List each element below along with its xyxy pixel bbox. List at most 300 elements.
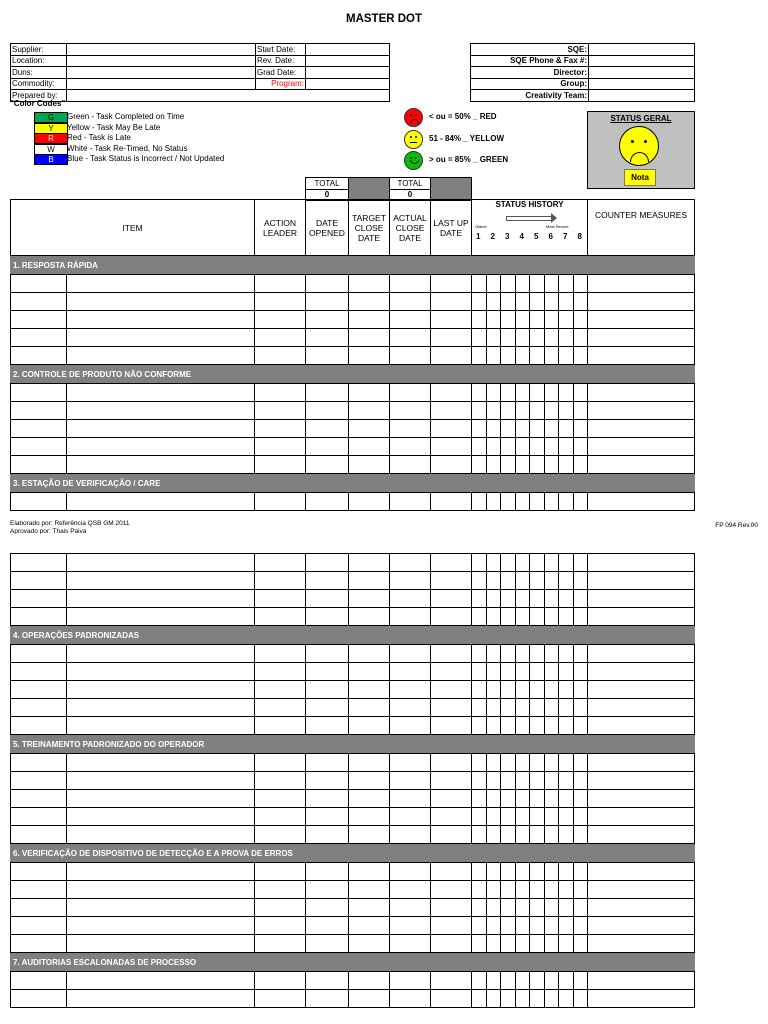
- table-cell[interactable]: [559, 293, 574, 311]
- table-cell[interactable]: [390, 493, 431, 511]
- table-cell[interactable]: [255, 329, 306, 347]
- table-cell[interactable]: [11, 347, 67, 365]
- table-cell[interactable]: [11, 645, 67, 663]
- table-cell[interactable]: [545, 347, 559, 365]
- table-cell[interactable]: [588, 456, 695, 474]
- table-cell[interactable]: [67, 329, 255, 347]
- header-field[interactable]: [67, 90, 390, 102]
- table-cell[interactable]: [516, 438, 530, 456]
- table-cell[interactable]: [472, 772, 487, 790]
- table-cell[interactable]: [530, 402, 545, 420]
- table-cell[interactable]: [487, 863, 501, 881]
- table-cell[interactable]: [67, 384, 255, 402]
- header-field[interactable]: [306, 67, 390, 79]
- table-cell[interactable]: [431, 438, 472, 456]
- table-cell[interactable]: [545, 899, 559, 917]
- table-cell[interactable]: [588, 717, 695, 735]
- table-cell[interactable]: [11, 935, 67, 953]
- table-cell[interactable]: [588, 293, 695, 311]
- table-cell[interactable]: [487, 347, 501, 365]
- table-cell[interactable]: [255, 863, 306, 881]
- table-cell[interactable]: [390, 554, 431, 572]
- table-cell[interactable]: [530, 990, 545, 1008]
- table-cell[interactable]: [545, 608, 559, 626]
- table-cell[interactable]: [472, 990, 487, 1008]
- table-cell[interactable]: [349, 699, 390, 717]
- table-cell[interactable]: [574, 881, 588, 899]
- table-cell[interactable]: [390, 826, 431, 844]
- table-cell[interactable]: [545, 754, 559, 772]
- table-cell[interactable]: [67, 754, 255, 772]
- table-cell[interactable]: [545, 935, 559, 953]
- table-cell[interactable]: [501, 554, 516, 572]
- table-cell[interactable]: [574, 972, 588, 990]
- table-cell[interactable]: [349, 808, 390, 826]
- table-cell[interactable]: [306, 899, 349, 917]
- table-cell[interactable]: [588, 899, 695, 917]
- table-cell[interactable]: [390, 717, 431, 735]
- table-cell[interactable]: [559, 772, 574, 790]
- table-cell[interactable]: [390, 990, 431, 1008]
- table-cell[interactable]: [67, 972, 255, 990]
- table-cell[interactable]: [487, 572, 501, 590]
- table-cell[interactable]: [349, 899, 390, 917]
- table-cell[interactable]: [255, 808, 306, 826]
- table-cell[interactable]: [472, 681, 487, 699]
- table-cell[interactable]: [306, 754, 349, 772]
- table-cell[interactable]: [501, 663, 516, 681]
- table-cell[interactable]: [255, 402, 306, 420]
- table-cell[interactable]: [472, 347, 487, 365]
- table-cell[interactable]: [574, 347, 588, 365]
- table-cell[interactable]: [67, 438, 255, 456]
- table-cell[interactable]: [530, 935, 545, 953]
- table-cell[interactable]: [390, 420, 431, 438]
- table-cell[interactable]: [306, 329, 349, 347]
- table-cell[interactable]: [472, 554, 487, 572]
- table-cell[interactable]: [431, 972, 472, 990]
- table-cell[interactable]: [516, 699, 530, 717]
- table-cell[interactable]: [11, 554, 67, 572]
- table-cell[interactable]: [530, 917, 545, 935]
- table-cell[interactable]: [545, 645, 559, 663]
- table-cell[interactable]: [472, 572, 487, 590]
- table-cell[interactable]: [530, 899, 545, 917]
- table-cell[interactable]: [390, 456, 431, 474]
- table-cell[interactable]: [431, 881, 472, 899]
- table-cell[interactable]: [255, 772, 306, 790]
- table-cell[interactable]: [574, 402, 588, 420]
- table-cell[interactable]: [431, 293, 472, 311]
- table-cell[interactable]: [588, 493, 695, 511]
- table-cell[interactable]: [255, 311, 306, 329]
- table-cell[interactable]: [390, 608, 431, 626]
- table-cell[interactable]: [431, 808, 472, 826]
- table-cell[interactable]: [487, 990, 501, 1008]
- table-cell[interactable]: [545, 493, 559, 511]
- table-cell[interactable]: [390, 384, 431, 402]
- table-cell[interactable]: [306, 972, 349, 990]
- table-cell[interactable]: [516, 347, 530, 365]
- table-cell[interactable]: [530, 754, 545, 772]
- table-cell[interactable]: [255, 899, 306, 917]
- table-cell[interactable]: [559, 493, 574, 511]
- table-cell[interactable]: [530, 608, 545, 626]
- table-cell[interactable]: [588, 972, 695, 990]
- table-cell[interactable]: [574, 645, 588, 663]
- table-cell[interactable]: [588, 990, 695, 1008]
- table-cell[interactable]: [306, 590, 349, 608]
- table-cell[interactable]: [390, 347, 431, 365]
- table-cell[interactable]: [574, 275, 588, 293]
- table-cell[interactable]: [472, 438, 487, 456]
- table-cell[interactable]: [588, 808, 695, 826]
- table-cell[interactable]: [472, 972, 487, 990]
- table-cell[interactable]: [349, 972, 390, 990]
- table-cell[interactable]: [255, 645, 306, 663]
- table-cell[interactable]: [501, 420, 516, 438]
- table-cell[interactable]: [530, 384, 545, 402]
- table-cell[interactable]: [390, 275, 431, 293]
- table-cell[interactable]: [588, 663, 695, 681]
- table-cell[interactable]: [11, 990, 67, 1008]
- table-cell[interactable]: [11, 275, 67, 293]
- table-cell[interactable]: [11, 572, 67, 590]
- table-cell[interactable]: [472, 311, 487, 329]
- table-cell[interactable]: [501, 899, 516, 917]
- table-cell[interactable]: [390, 311, 431, 329]
- table-cell[interactable]: [574, 863, 588, 881]
- table-cell[interactable]: [501, 275, 516, 293]
- table-cell[interactable]: [67, 772, 255, 790]
- table-cell[interactable]: [559, 456, 574, 474]
- table-cell[interactable]: [574, 826, 588, 844]
- table-cell[interactable]: [306, 572, 349, 590]
- table-cell[interactable]: [559, 972, 574, 990]
- table-cell[interactable]: [349, 275, 390, 293]
- table-cell[interactable]: [588, 347, 695, 365]
- table-cell[interactable]: [67, 608, 255, 626]
- table-cell[interactable]: [11, 717, 67, 735]
- table-cell[interactable]: [349, 384, 390, 402]
- table-cell[interactable]: [306, 275, 349, 293]
- table-cell[interactable]: [545, 772, 559, 790]
- table-cell[interactable]: [516, 935, 530, 953]
- table-cell[interactable]: [530, 863, 545, 881]
- table-cell[interactable]: [516, 293, 530, 311]
- table-cell[interactable]: [545, 972, 559, 990]
- table-cell[interactable]: [255, 293, 306, 311]
- table-cell[interactable]: [501, 790, 516, 808]
- table-cell[interactable]: [349, 554, 390, 572]
- table-cell[interactable]: [349, 681, 390, 699]
- table-cell[interactable]: [67, 293, 255, 311]
- table-cell[interactable]: [349, 935, 390, 953]
- table-cell[interactable]: [472, 754, 487, 772]
- table-cell[interactable]: [530, 275, 545, 293]
- table-cell[interactable]: [501, 438, 516, 456]
- table-cell[interactable]: [472, 608, 487, 626]
- table-cell[interactable]: [530, 329, 545, 347]
- table-cell[interactable]: [306, 293, 349, 311]
- table-cell[interactable]: [559, 608, 574, 626]
- table-cell[interactable]: [574, 311, 588, 329]
- table-cell[interactable]: [390, 972, 431, 990]
- table-cell[interactable]: [67, 402, 255, 420]
- table-cell[interactable]: [501, 572, 516, 590]
- table-cell[interactable]: [559, 384, 574, 402]
- table-cell[interactable]: [487, 972, 501, 990]
- table-cell[interactable]: [255, 554, 306, 572]
- table-cell[interactable]: [255, 438, 306, 456]
- table-cell[interactable]: [431, 329, 472, 347]
- table-cell[interactable]: [67, 493, 255, 511]
- table-cell[interactable]: [255, 275, 306, 293]
- table-cell[interactable]: [545, 881, 559, 899]
- table-cell[interactable]: [501, 772, 516, 790]
- table-cell[interactable]: [530, 311, 545, 329]
- table-cell[interactable]: [67, 790, 255, 808]
- table-cell[interactable]: [255, 990, 306, 1008]
- table-cell[interactable]: [487, 311, 501, 329]
- table-cell[interactable]: [349, 717, 390, 735]
- table-cell[interactable]: [574, 456, 588, 474]
- table-cell[interactable]: [588, 402, 695, 420]
- table-cell[interactable]: [516, 881, 530, 899]
- table-cell[interactable]: [11, 972, 67, 990]
- table-cell[interactable]: [306, 681, 349, 699]
- table-cell[interactable]: [574, 572, 588, 590]
- table-cell[interactable]: [530, 420, 545, 438]
- table-cell[interactable]: [306, 863, 349, 881]
- table-cell[interactable]: [306, 456, 349, 474]
- table-cell[interactable]: [530, 293, 545, 311]
- table-cell[interactable]: [306, 420, 349, 438]
- table-cell[interactable]: [530, 808, 545, 826]
- table-cell[interactable]: [306, 826, 349, 844]
- table-cell[interactable]: [255, 917, 306, 935]
- table-cell[interactable]: [306, 554, 349, 572]
- table-cell[interactable]: [516, 645, 530, 663]
- table-cell[interactable]: [574, 420, 588, 438]
- table-cell[interactable]: [574, 990, 588, 1008]
- table-cell[interactable]: [487, 554, 501, 572]
- table-cell[interactable]: [472, 717, 487, 735]
- table-cell[interactable]: [545, 808, 559, 826]
- table-cell[interactable]: [11, 681, 67, 699]
- table-cell[interactable]: [472, 917, 487, 935]
- table-cell[interactable]: [588, 420, 695, 438]
- table-cell[interactable]: [472, 590, 487, 608]
- table-cell[interactable]: [67, 275, 255, 293]
- table-cell[interactable]: [349, 663, 390, 681]
- table-cell[interactable]: [545, 275, 559, 293]
- table-cell[interactable]: [516, 681, 530, 699]
- table-cell[interactable]: [516, 663, 530, 681]
- table-cell[interactable]: [431, 899, 472, 917]
- table-cell[interactable]: [501, 972, 516, 990]
- table-cell[interactable]: [501, 717, 516, 735]
- table-cell[interactable]: [306, 717, 349, 735]
- table-cell[interactable]: [487, 663, 501, 681]
- table-cell[interactable]: [559, 554, 574, 572]
- table-cell[interactable]: [574, 384, 588, 402]
- table-cell[interactable]: [472, 384, 487, 402]
- table-cell[interactable]: [487, 275, 501, 293]
- table-cell[interactable]: [472, 790, 487, 808]
- table-cell[interactable]: [67, 881, 255, 899]
- table-cell[interactable]: [390, 402, 431, 420]
- table-cell[interactable]: [390, 917, 431, 935]
- header-field[interactable]: [589, 55, 695, 67]
- table-cell[interactable]: [306, 808, 349, 826]
- table-cell[interactable]: [559, 311, 574, 329]
- table-cell[interactable]: [501, 681, 516, 699]
- table-cell[interactable]: [390, 899, 431, 917]
- table-cell[interactable]: [11, 608, 67, 626]
- table-cell[interactable]: [545, 917, 559, 935]
- table-cell[interactable]: [545, 554, 559, 572]
- table-cell[interactable]: [588, 881, 695, 899]
- table-cell[interactable]: [11, 863, 67, 881]
- table-cell[interactable]: [472, 899, 487, 917]
- table-cell[interactable]: [574, 917, 588, 935]
- table-cell[interactable]: [306, 790, 349, 808]
- table-cell[interactable]: [574, 790, 588, 808]
- table-cell[interactable]: [11, 808, 67, 826]
- table-cell[interactable]: [11, 772, 67, 790]
- table-cell[interactable]: [349, 881, 390, 899]
- table-cell[interactable]: [306, 384, 349, 402]
- table-cell[interactable]: [67, 554, 255, 572]
- table-cell[interactable]: [390, 663, 431, 681]
- table-cell[interactable]: [501, 384, 516, 402]
- table-cell[interactable]: [487, 645, 501, 663]
- table-cell[interactable]: [306, 935, 349, 953]
- table-cell[interactable]: [349, 863, 390, 881]
- table-cell[interactable]: [487, 493, 501, 511]
- table-cell[interactable]: [67, 863, 255, 881]
- table-cell[interactable]: [588, 699, 695, 717]
- table-cell[interactable]: [255, 881, 306, 899]
- table-cell[interactable]: [487, 754, 501, 772]
- header-field[interactable]: [306, 55, 390, 67]
- table-cell[interactable]: [516, 456, 530, 474]
- table-cell[interactable]: [530, 772, 545, 790]
- table-cell[interactable]: [11, 699, 67, 717]
- table-cell[interactable]: [559, 899, 574, 917]
- table-cell[interactable]: [390, 681, 431, 699]
- table-cell[interactable]: [390, 699, 431, 717]
- header-field[interactable]: [589, 90, 695, 102]
- table-cell[interactable]: [472, 881, 487, 899]
- table-cell[interactable]: [255, 608, 306, 626]
- table-cell[interactable]: [472, 293, 487, 311]
- table-cell[interactable]: [516, 311, 530, 329]
- table-cell[interactable]: [516, 493, 530, 511]
- table-cell[interactable]: [530, 438, 545, 456]
- table-cell[interactable]: [559, 329, 574, 347]
- table-cell[interactable]: [487, 384, 501, 402]
- table-cell[interactable]: [530, 717, 545, 735]
- table-cell[interactable]: [390, 808, 431, 826]
- table-cell[interactable]: [559, 881, 574, 899]
- table-cell[interactable]: [501, 990, 516, 1008]
- table-cell[interactable]: [487, 917, 501, 935]
- header-field[interactable]: [589, 44, 695, 56]
- table-cell[interactable]: [545, 590, 559, 608]
- table-cell[interactable]: [472, 493, 487, 511]
- table-cell[interactable]: [67, 645, 255, 663]
- table-cell[interactable]: [11, 899, 67, 917]
- table-cell[interactable]: [431, 917, 472, 935]
- table-cell[interactable]: [516, 420, 530, 438]
- table-cell[interactable]: [431, 572, 472, 590]
- table-cell[interactable]: [588, 572, 695, 590]
- table-cell[interactable]: [255, 420, 306, 438]
- header-field[interactable]: [306, 44, 390, 56]
- table-cell[interactable]: [588, 863, 695, 881]
- table-cell[interactable]: [67, 826, 255, 844]
- table-cell[interactable]: [530, 663, 545, 681]
- table-cell[interactable]: [545, 420, 559, 438]
- table-cell[interactable]: [349, 420, 390, 438]
- table-cell[interactable]: [516, 384, 530, 402]
- table-cell[interactable]: [472, 275, 487, 293]
- table-cell[interactable]: [431, 275, 472, 293]
- table-cell[interactable]: [487, 420, 501, 438]
- table-cell[interactable]: [349, 990, 390, 1008]
- table-cell[interactable]: [431, 663, 472, 681]
- table-cell[interactable]: [306, 663, 349, 681]
- table-cell[interactable]: [501, 590, 516, 608]
- table-cell[interactable]: [431, 990, 472, 1008]
- table-cell[interactable]: [255, 590, 306, 608]
- table-cell[interactable]: [516, 717, 530, 735]
- table-cell[interactable]: [516, 402, 530, 420]
- table-cell[interactable]: [559, 754, 574, 772]
- table-cell[interactable]: [487, 608, 501, 626]
- table-cell[interactable]: [545, 790, 559, 808]
- table-cell[interactable]: [545, 438, 559, 456]
- table-cell[interactable]: [588, 935, 695, 953]
- table-cell[interactable]: [530, 590, 545, 608]
- table-cell[interactable]: [255, 493, 306, 511]
- table-cell[interactable]: [431, 772, 472, 790]
- table-cell[interactable]: [67, 899, 255, 917]
- table-cell[interactable]: [306, 608, 349, 626]
- table-cell[interactable]: [487, 717, 501, 735]
- table-cell[interactable]: [431, 402, 472, 420]
- table-cell[interactable]: [431, 554, 472, 572]
- table-cell[interactable]: [574, 608, 588, 626]
- table-cell[interactable]: [487, 935, 501, 953]
- table-cell[interactable]: [255, 663, 306, 681]
- table-cell[interactable]: [431, 493, 472, 511]
- table-cell[interactable]: [255, 347, 306, 365]
- table-cell[interactable]: [501, 311, 516, 329]
- table-cell[interactable]: [67, 681, 255, 699]
- table-cell[interactable]: [559, 347, 574, 365]
- table-cell[interactable]: [349, 311, 390, 329]
- table-cell[interactable]: [390, 863, 431, 881]
- table-cell[interactable]: [516, 772, 530, 790]
- table-cell[interactable]: [11, 493, 67, 511]
- table-cell[interactable]: [559, 935, 574, 953]
- table-cell[interactable]: [574, 935, 588, 953]
- table-cell[interactable]: [255, 456, 306, 474]
- table-cell[interactable]: [574, 329, 588, 347]
